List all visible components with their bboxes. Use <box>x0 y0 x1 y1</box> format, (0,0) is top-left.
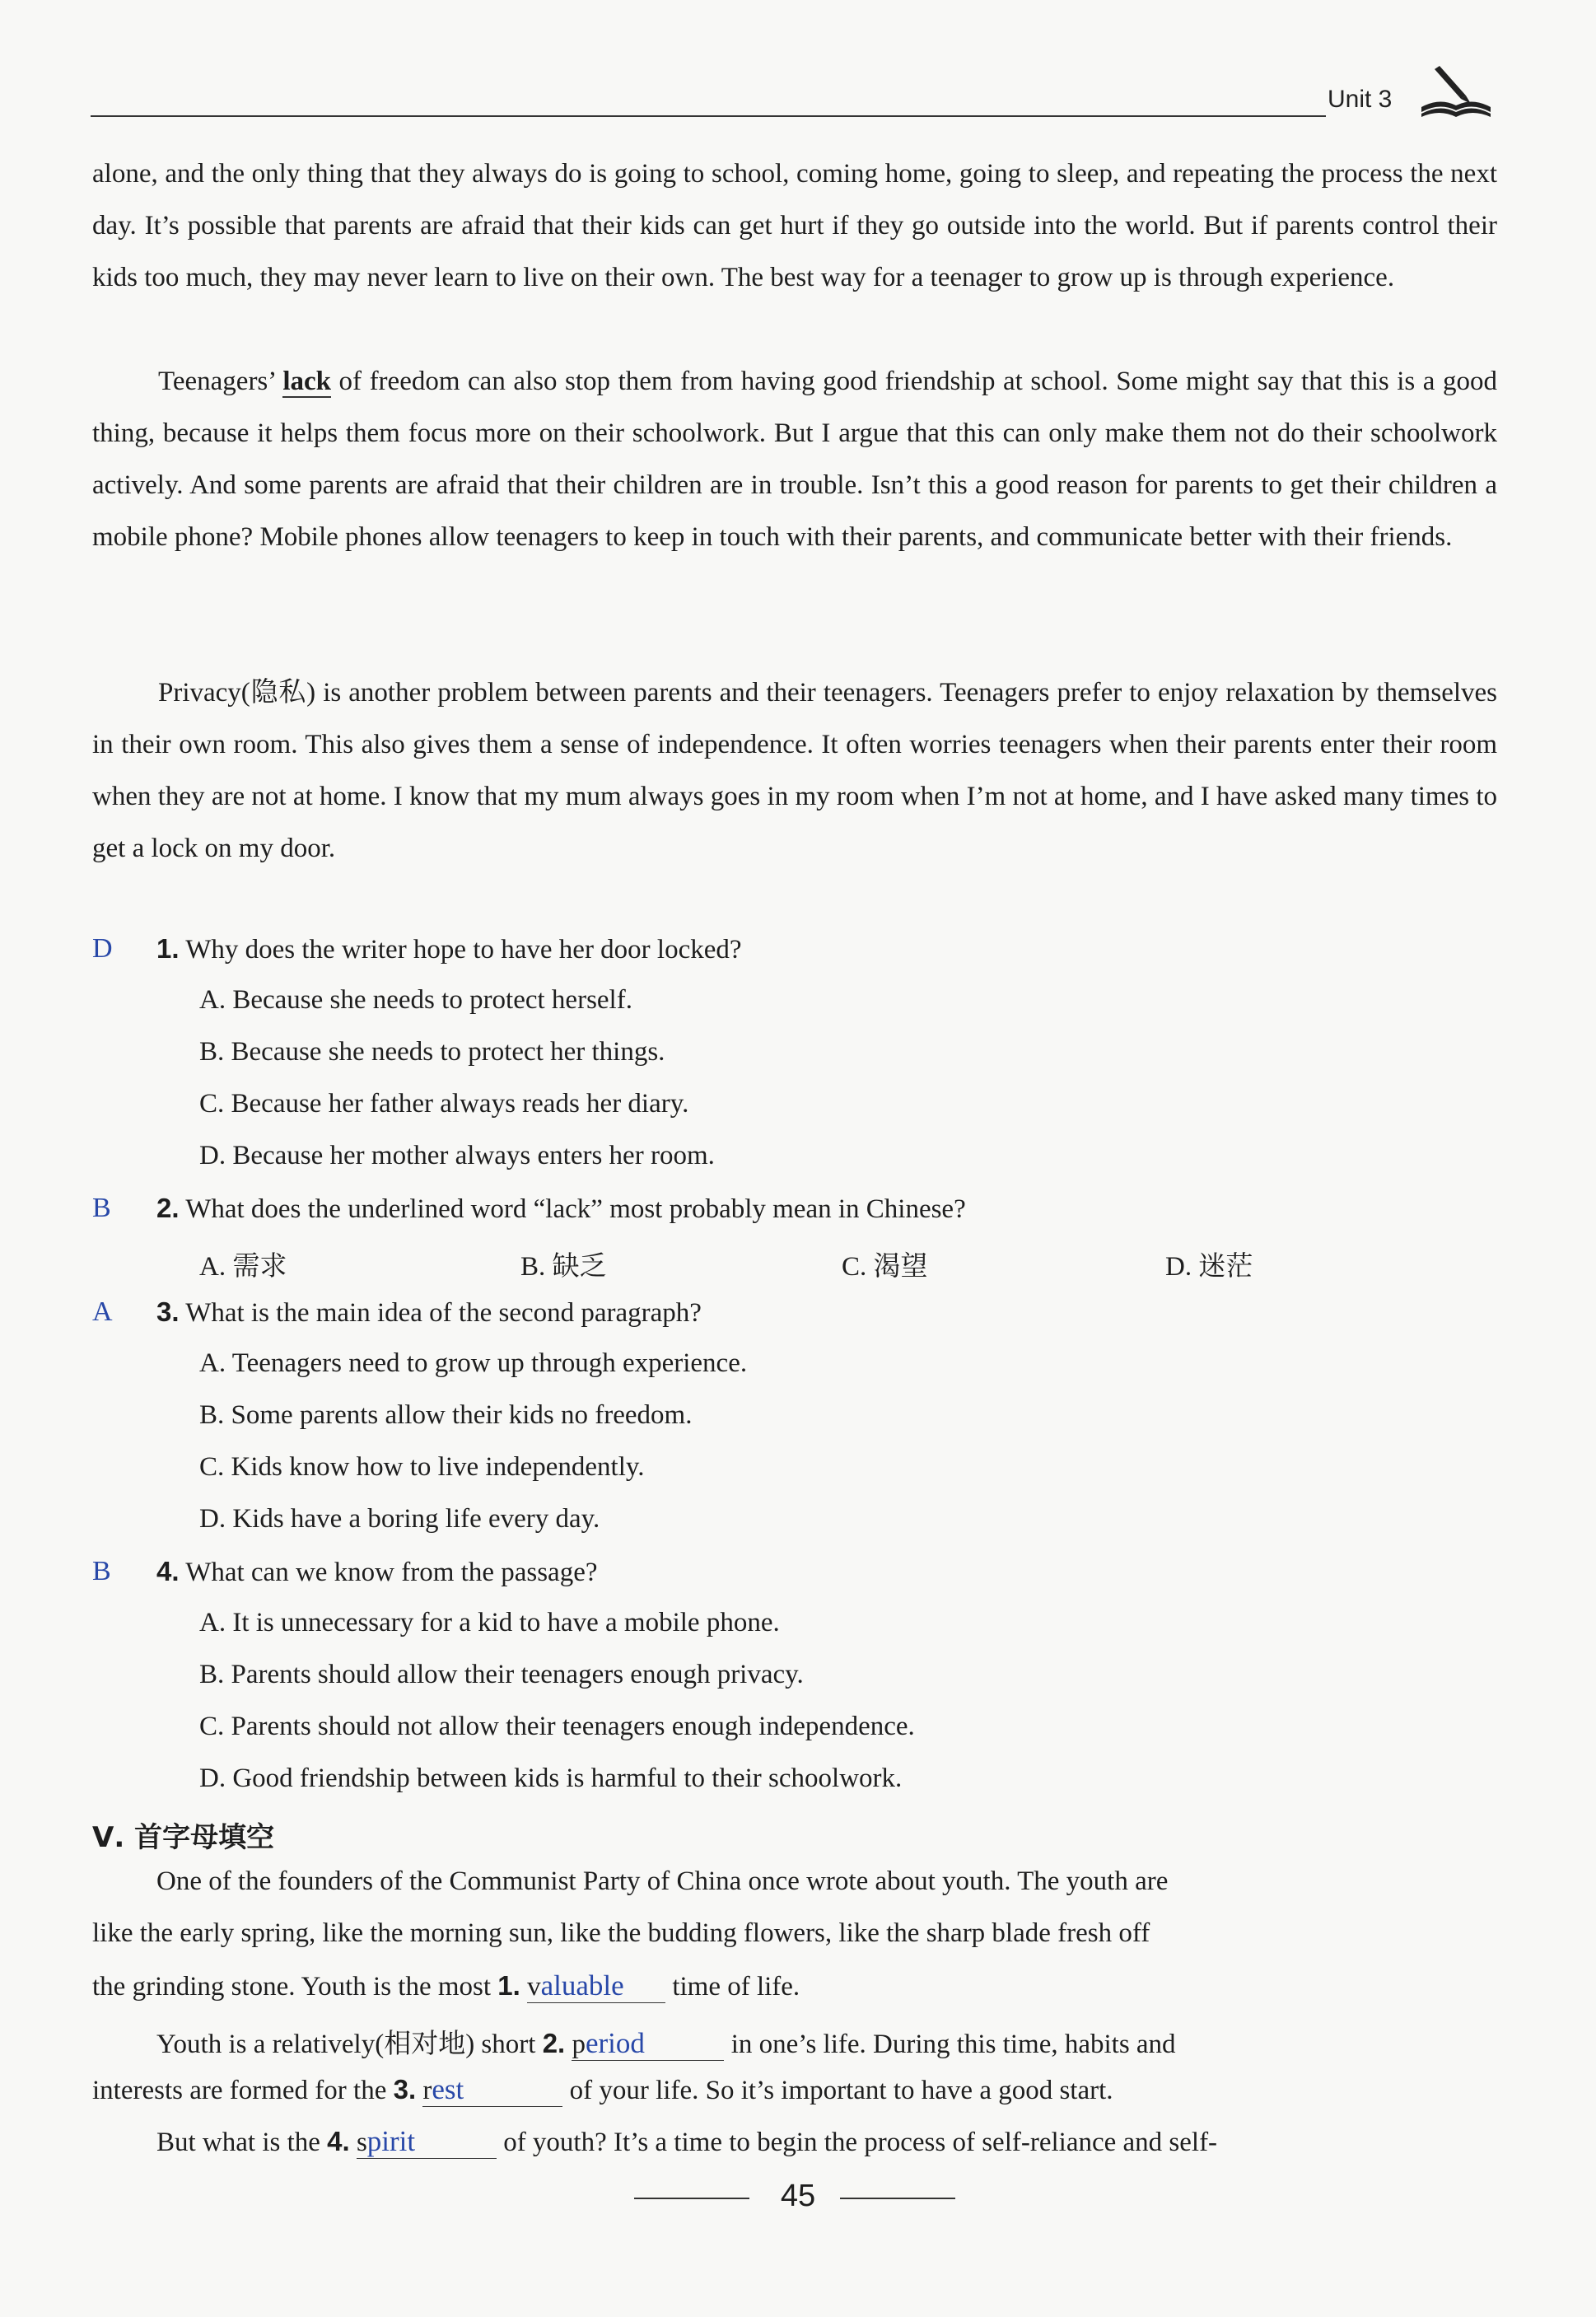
question-4-number: 4. <box>156 1556 180 1586</box>
blank-4-number: 4. <box>327 2126 350 2156</box>
page-number: 45 <box>780 2179 816 2213</box>
q4-option-d: D. Good friendship between kids is harmful to their schoolwork. <box>199 1763 903 1793</box>
passage-paragraph-1: alone, and the only thing that they always do is going to school, coming home, going to sleep, and repeating the process the next day. It’s possible that parents are afraid that their kids can get hurt if they go outside into the world. But if parents control their kids too much, they may never learn to live on their own. The best way for a teenager to grow up is through experience. <box>92 159 1497 292</box>
s5-line-6-text-a: But what is the <box>156 2128 328 2157</box>
blank-2-letter: p <box>572 2030 586 2059</box>
q3-option-c: C. Kids know how to live independently. <box>199 1452 645 1482</box>
question-1 <box>156 933 742 965</box>
q2-option-c: C. 渴望 <box>842 1252 928 1282</box>
s5-line-3 <box>92 1970 800 2003</box>
s5-line-4-text-a: Youth is a relatively(相对地) short <box>156 2030 543 2059</box>
blank-2[interactable] <box>572 2028 724 2061</box>
blank-4[interactable] <box>357 2126 497 2159</box>
q2-option-b: B. 缺乏 <box>520 1252 607 1282</box>
q3-option-a: A. Teenagers need to grow up through experience. <box>199 1348 748 1378</box>
blank-3-letter: r <box>422 2076 432 2105</box>
blank-4-fill: pirit <box>366 2125 416 2157</box>
blank-2-number: 2. <box>542 2028 566 2058</box>
s5-line-2: like the early spring, like the morning sun, like the budding flowers, like the sharp blade fresh off <box>92 1918 1150 1948</box>
q4-option-b: B. Parents should allow their teenagers enough privacy. <box>199 1660 804 1689</box>
s5-line-5-text-b: of your life. So it’s important to have a good start. <box>562 2076 1113 2105</box>
blank-3[interactable] <box>422 2074 562 2107</box>
page-number-rule-right <box>840 2198 955 2199</box>
q4-option-c: C. Parents should not allow their teenagers enough independence. <box>199 1712 915 1741</box>
q3-option-b: B. Some parents allow their kids no freedom. <box>199 1400 693 1430</box>
q2-option-d: D. 迷茫 <box>1165 1252 1253 1282</box>
answer-3: A <box>92 1296 113 1327</box>
s5-line-3-text-b: time of life. <box>665 1972 800 2002</box>
p2-before: Teenagers’ <box>158 367 283 396</box>
s5-line-1: One of the founders of the Communist Party of China once wrote about youth. The youth are <box>156 1866 1169 1896</box>
blank-1-number: 1. <box>497 1970 520 2001</box>
section-5-title: Ⅴ. 首字母填空 <box>92 1821 275 1854</box>
s5-line-3-text-a: the grinding stone. Youth is the most <box>92 1972 498 2002</box>
answer-4: B <box>92 1556 111 1586</box>
question-3-text: What is the main idea of the second paragraph? <box>185 1298 702 1328</box>
q2-option-a: A. 需求 <box>199 1252 287 1282</box>
s5-line-4-text-b: in one’s life. During this time, habits and <box>724 2030 1176 2059</box>
question-1-number: 1. <box>156 933 180 964</box>
question-2 <box>156 1193 966 1225</box>
blank-3-fill: est <box>432 2073 464 2105</box>
blank-2-fill: eriod <box>585 2027 645 2059</box>
book-pen-icon <box>1415 58 1497 124</box>
s5-line-6-text-b: of youth? It’s a time to begin the process of self-reliance and self- <box>496 2128 1218 2157</box>
blank-3-number: 3. <box>393 2074 417 2104</box>
answer-1: D <box>92 933 113 964</box>
blank-1-fill: aluable <box>540 1969 624 2002</box>
question-1-text: Why does the writer hope to have her door locked? <box>185 935 742 965</box>
s5-line-5 <box>92 2074 1113 2107</box>
question-4 <box>156 1556 598 1588</box>
q3-option-d: D. Kids have a boring life every day. <box>199 1504 600 1534</box>
q1-option-b: B. Because she needs to protect her things. <box>199 1037 665 1067</box>
passage-paragraph-3: Privacy(隐私) is another problem between parents and their teenagers. Teenagers prefer to enjoy relaxation by themselves in their own room. This also gives them a sense of independence. It often worries teenagers when their parents enter their room when they are not at home. I know that my mum always goes in my room when I’m not at home, and I have asked many times to get a lock on my door. <box>92 678 1497 863</box>
s5-line-6 <box>156 2126 1217 2159</box>
header-rule <box>91 115 1326 117</box>
question-2-number: 2. <box>156 1193 180 1223</box>
passage-paragraph-2 <box>92 356 1497 563</box>
question-3 <box>156 1296 702 1329</box>
question-2-text: What does the underlined word “lack” most probably mean in Chinese? <box>185 1194 966 1224</box>
s5-line-5-text-a: interests are formed for the <box>92 2076 394 2105</box>
q4-option-a: A. It is unnecessary for a kid to have a mobile phone. <box>199 1608 780 1637</box>
q1-option-c: C. Because her father always reads her diary. <box>199 1089 689 1119</box>
blank-4-letter: s <box>356 2128 367 2157</box>
blank-1-letter: v <box>527 1972 541 2002</box>
q1-option-a: A. Because she needs to protect herself. <box>199 985 632 1015</box>
question-4-text: What can we know from the passage? <box>185 1558 598 1587</box>
q1-option-d: D. Because her mother always enters her room. <box>199 1141 715 1170</box>
p2-after: of freedom can also stop them from having good friendship at school. Some might say that this is a good thing, because it helps them focus more on their schoolwork. But I argue that this can only make them not do their schoolwork actively. And some parents are afraid that their children are in trouble. Isn’t this a good reason for parents to get their children a mobile phone? Mobile phones allow teenagers to keep in touch with their parents, and communicate better with their friends. <box>92 367 1497 552</box>
answer-2: B <box>92 1193 111 1223</box>
underlined-word-lack: lack <box>282 367 332 396</box>
s5-line-4 <box>156 2022 1176 2061</box>
unit-label: Unit 3 <box>1328 86 1393 113</box>
blank-1[interactable] <box>527 1970 665 2003</box>
question-3-number: 3. <box>156 1296 180 1327</box>
